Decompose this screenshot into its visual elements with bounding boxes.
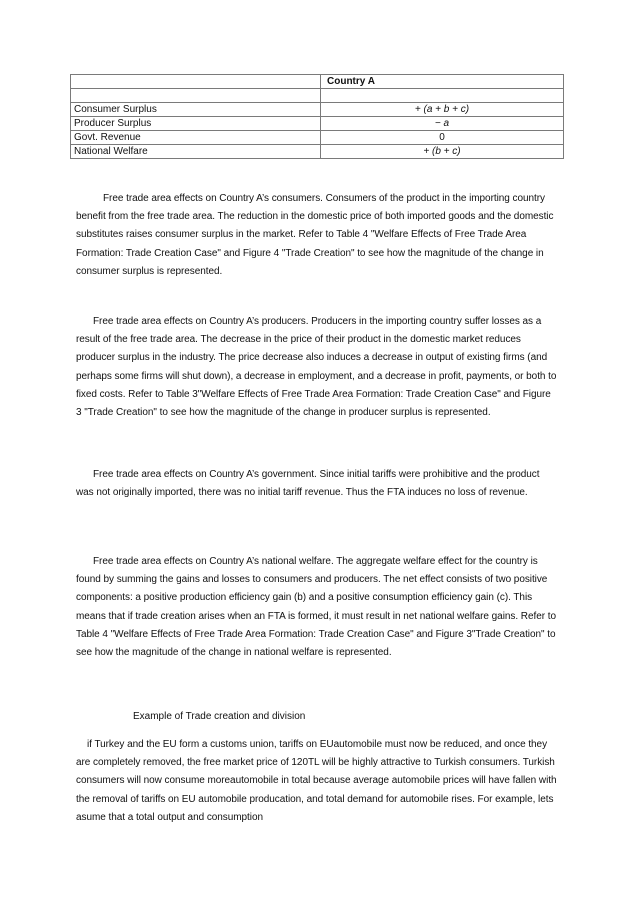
table-blank-row (71, 89, 564, 103)
paragraph-producers: Free trade area effects on Country A’s producers. Producers in the importing country suffer losses as a result of the free trade area. The decrease in the price of their product in the domestic market reduces producer surplus in the industry. The price decrease also induces a decrease in output of existing firms (and perhaps some firms will shut down), a decrease in employment, and a decrease in profit, payments, or both to fixed costs. Refer to Table 3"Welfare Effects of Free Trade Area Formation: Trade Creation Case" and Figure 3 "Trade Creation" to see how the magnitude of the change in producer surplus is represented. (76, 316, 557, 419)
row-value: + (a + b + c) (321, 103, 564, 117)
table-corner-cell (71, 75, 321, 89)
welfare-effects-table (70, 74, 564, 159)
table-blank-cell (321, 89, 564, 103)
row-label: Producer Surplus (71, 117, 321, 131)
table-row (71, 103, 564, 117)
table-row (71, 117, 564, 131)
row-label: Govt. Revenue (71, 131, 321, 145)
paragraph-example: if Turkey and the EU form a customs union, tariffs on EUautomobile must now be reduced, and once they are completely removed, the free market price of 120TL will be highly attractive to Turkish consumers. Turkish consumers will now consume moreautomobile in total because average automobile prices will have fallen with the removal of tariffs on EU automobile producation, and total demand for automobile rises. For example, lets asume that a total output and consumption (76, 739, 557, 823)
table-column-header: Country A (321, 75, 564, 89)
paragraph-consumers: Free trade area effects on Country A’s consumers. Consumers of the product in the importing country benefit from the free trade area. The reduction in the domestic price of both imported goods and the domestic substitutes raises consumer surplus in the market. Refer to Table 4 "Welfare Effects of Free Trade Area Formation: Trade Creation Case" and Figure 4 "Trade Creation" to see how the magnitude of the change in consumer surplus is represented. (76, 193, 554, 277)
example-heading: Example of Trade creation and division (133, 711, 306, 722)
table-header-row (71, 75, 564, 89)
row-value: − a (321, 117, 564, 131)
row-label: National Welfare (71, 145, 321, 159)
row-value: + (b + c) (321, 145, 564, 159)
row-label: Consumer Surplus (71, 103, 321, 117)
table-blank-cell (71, 89, 321, 103)
paragraph-national-welfare: Free trade area effects on Country A’s national welfare. The aggregate welfare effect for the country is found by summing the gains and losses to consumers and producers. The net effect consists of two positive components: a positive production efficiency gain (b) and a positive consumption efficiency gain (c). This means that if trade creation arises when an FTA is formed, it must result in net national welfare gains. Refer to Table 4 "Welfare Effects of Free Trade Area Formation: Trade Creation Case" and Figure 3"Trade Creation" to see how the magnitude of the change in national welfare is represented. (76, 556, 556, 659)
row-value: 0 (321, 131, 564, 145)
table-row (71, 131, 564, 145)
table-row (71, 145, 564, 159)
paragraph-government: Free trade area effects on Country A’s government. Since initial tariffs were prohibitive and the product was not originally imported, there was no initial tariff revenue. Thus the FTA induces no loss of revenue. (76, 469, 540, 499)
